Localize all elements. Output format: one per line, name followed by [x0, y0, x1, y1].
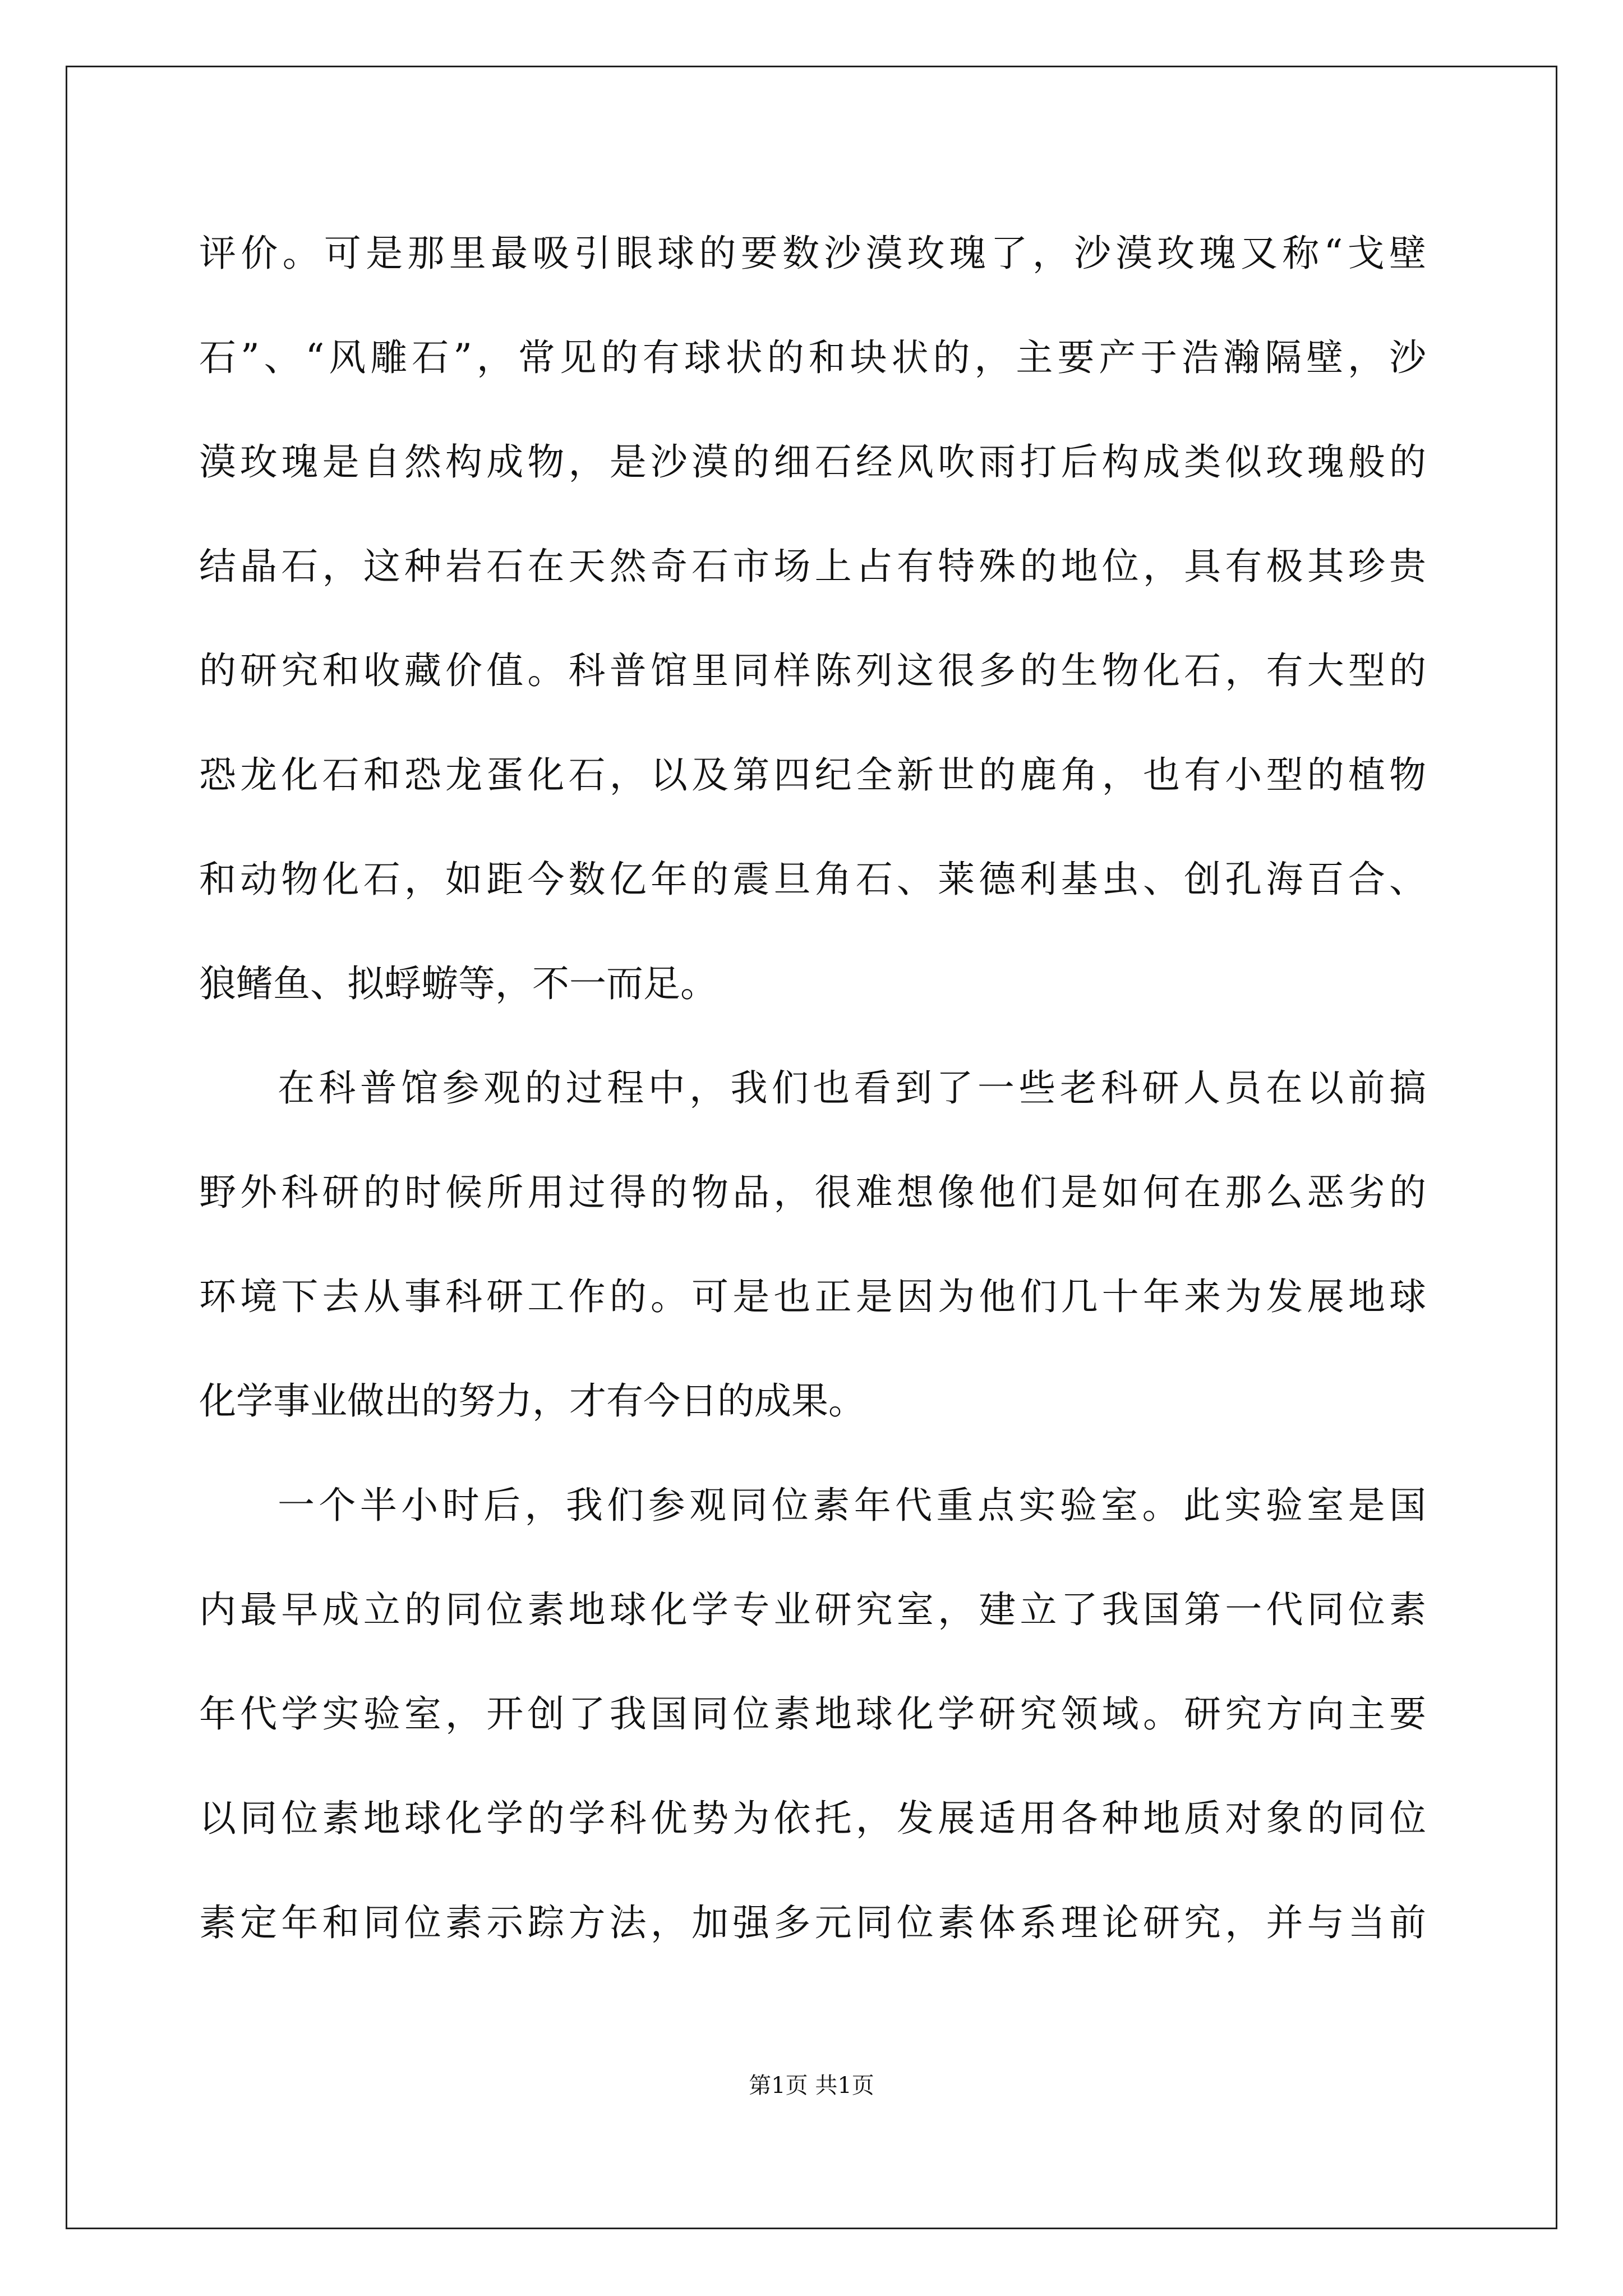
text-line: 和动物化石，如距今数亿年的震旦角石、莱德利基虫、创孔海百合、	[199, 858, 1426, 901]
document-body	[199, 214, 1426, 1988]
text-line: 年代学实验室，开创了我国同位素地球化学研究领域。研究方向主要	[199, 1692, 1426, 1736]
text-line: 化学事业做出的努力，才有今日的成果。	[199, 1379, 865, 1423]
text-line: 的研究和收藏价值。科普馆里同样陈列这很多的生物化石，有大型的	[199, 649, 1426, 692]
text-line: 素定年和同位素示踪方法，加强多元同位素体系理论研究，并与当前	[199, 1901, 1426, 1944]
paragraph-first-line: 一个半小时后，我们参观同位素年代重点实验室。此实验室是国	[278, 1484, 1426, 1527]
text-line: 结晶石，这种岩石在天然奇石市场上占有特殊的地位，具有极其珍贵	[199, 545, 1426, 588]
page-number-footer: 第1页 共1页	[749, 2073, 874, 2099]
text-line: 环境下去从事科研工作的。可是也正是因为他们几十年来为发展地球	[199, 1275, 1426, 1318]
text-line: 漠玫瑰是自然构成物，是沙漠的细石经风吹雨打后构成类似玫瑰般的	[199, 440, 1426, 484]
text-line: 内最早成立的同位素地球化学专业研究室，建立了我国第一代同位素	[199, 1588, 1426, 1631]
text-line: 石”、“风雕石”，常见的有球状的和块状的，主要产于浩瀚隔壁，沙	[199, 336, 1426, 379]
text-line: 狼鳍鱼、拟蜉蝣等，不一而足。	[199, 962, 717, 1005]
text-line: 恐龙化石和恐龙蛋化石，以及第四纪全新世的鹿角，也有小型的植物	[199, 753, 1426, 797]
text-line: 以同位素地球化学的学科优势为依托，发展适用各种地质对象的同位	[199, 1797, 1426, 1840]
paragraph-first-line: 在科普馆参观的过程中，我们也看到了一些老科研人员在以前搞	[278, 1066, 1426, 1110]
text-line: 野外科研的时候所用过得的物品，很难想像他们是如何在那么恶劣的	[199, 1171, 1426, 1214]
text-line: 评价。可是那里最吸引眼球的要数沙漠玫瑰了，沙漠玫瑰又称“戈壁	[199, 232, 1426, 275]
